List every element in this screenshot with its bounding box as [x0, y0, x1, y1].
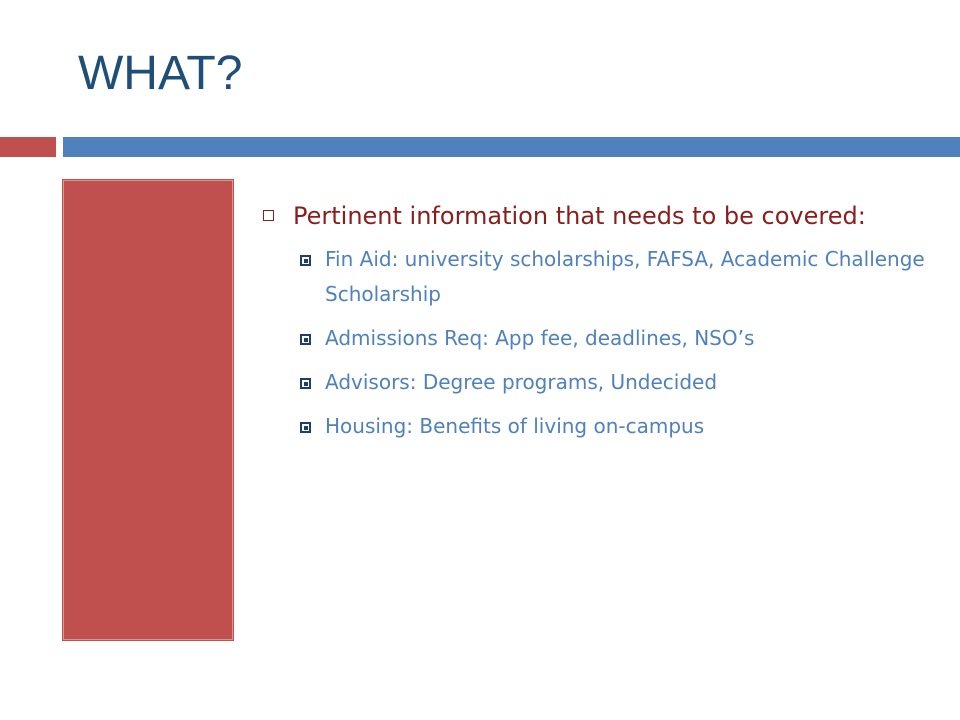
filled-square-bullet-icon	[300, 422, 311, 433]
filled-square-bullet-icon	[300, 378, 311, 389]
title-rule-blue	[63, 137, 960, 157]
sub-bullet-advisors	[262, 365, 942, 400]
decorative-side-panel	[63, 180, 233, 640]
hollow-square-bullet-icon	[263, 210, 274, 221]
main-bullet-text: Pertinent information that needs to be covered:	[293, 202, 866, 230]
main-bullet	[262, 196, 942, 236]
sub-bullet-admissions	[262, 321, 942, 356]
slide-title: WHAT?	[78, 47, 243, 100]
sub-bullet-fin-aid	[262, 242, 942, 312]
title-rule-red	[0, 137, 56, 157]
filled-square-bullet-icon	[300, 334, 311, 345]
sub-bullet-text: Housing: Benefits of living on-campus	[325, 414, 705, 438]
sub-bullet-text: Fin Aid: university scholarships, FAFSA, Academic Challenge Scholarship	[325, 247, 925, 306]
sub-bullet-text: Admissions Req: App fee, deadlines, NSO’s	[325, 326, 755, 350]
filled-square-bullet-icon	[300, 255, 311, 266]
sub-bullet-list	[262, 242, 942, 444]
sub-bullet-housing	[262, 409, 942, 444]
sub-bullet-text: Advisors: Degree programs, Undecided	[325, 370, 718, 394]
slide-content	[262, 196, 942, 453]
